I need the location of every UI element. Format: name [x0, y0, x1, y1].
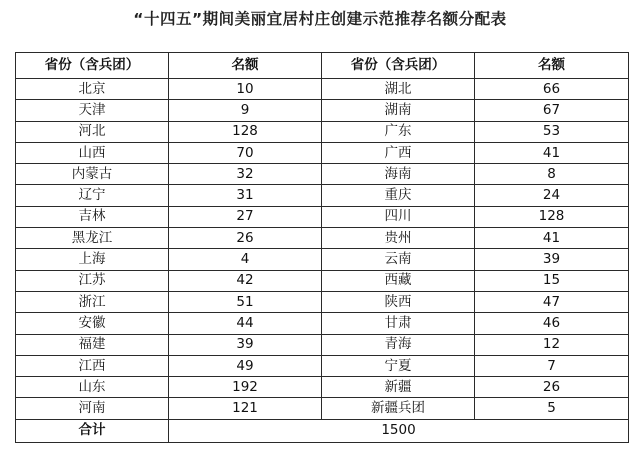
- quota-right-cell: 47: [475, 291, 629, 312]
- province-right-cell: 重庆: [322, 185, 475, 206]
- province-right-cell: 宁夏: [322, 355, 475, 376]
- quota-right-cell: 24: [475, 185, 629, 206]
- table-row: [16, 121, 629, 142]
- quota-right-cell: 15: [475, 270, 629, 291]
- quota-right-cell: 66: [475, 79, 629, 100]
- province-left-cell: 江苏: [16, 270, 169, 291]
- province-left-cell: 山东: [16, 377, 169, 398]
- province-left-cell: 天津: [16, 100, 169, 121]
- province-right-cell: 西藏: [322, 270, 475, 291]
- province-left-cell: 河北: [16, 121, 169, 142]
- table-title: “十四五”期间美丽宜居村庄创建示范推荐名额分配表: [133, 10, 507, 28]
- province-left-cell: 内蒙古: [16, 164, 169, 185]
- quota-left-cell: 39: [169, 334, 322, 355]
- quota-right-cell: 12: [475, 334, 629, 355]
- quota-right-cell: 53: [475, 121, 629, 142]
- quota-left-cell: 26: [169, 228, 322, 249]
- header-quota-right: 名额: [475, 53, 629, 79]
- quota-left-cell: 4: [169, 249, 322, 270]
- table-row: [16, 185, 629, 206]
- table-row: [16, 228, 629, 249]
- quota-left-cell: 128: [169, 121, 322, 142]
- table-row: [16, 313, 629, 334]
- quota-right-cell: 128: [475, 206, 629, 227]
- table-row: [16, 164, 629, 185]
- quota-right-cell: 67: [475, 100, 629, 121]
- table-header-row: [16, 53, 629, 79]
- province-left-cell: 河南: [16, 398, 169, 419]
- province-right-cell: 四川: [322, 206, 475, 227]
- province-right-cell: 贵州: [322, 228, 475, 249]
- quota-right-cell: 7: [475, 355, 629, 376]
- table-row: [16, 377, 629, 398]
- quota-left-cell: 10: [169, 79, 322, 100]
- quota-left-cell: 27: [169, 206, 322, 227]
- quota-left-cell: 42: [169, 270, 322, 291]
- header-province-left: 省份（含兵团）: [16, 53, 169, 79]
- quota-right-cell: 26: [475, 377, 629, 398]
- province-right-cell: 湖北: [322, 79, 475, 100]
- province-right-cell: 青海: [322, 334, 475, 355]
- province-left-cell: 山西: [16, 142, 169, 163]
- quota-left-cell: 51: [169, 291, 322, 312]
- table-row: [16, 142, 629, 163]
- province-left-cell: 北京: [16, 79, 169, 100]
- quota-left-cell: 49: [169, 355, 322, 376]
- quota-allocation-table: [15, 52, 629, 443]
- table-row: [16, 398, 629, 419]
- province-left-cell: 吉林: [16, 206, 169, 227]
- province-right-cell: 湖南: [322, 100, 475, 121]
- province-right-cell: 云南: [322, 249, 475, 270]
- quota-left-cell: 32: [169, 164, 322, 185]
- province-right-cell: 新疆: [322, 377, 475, 398]
- quota-right-cell: 46: [475, 313, 629, 334]
- table-row: [16, 206, 629, 227]
- province-right-cell: 广东: [322, 121, 475, 142]
- province-left-cell: 辽宁: [16, 185, 169, 206]
- table-row: [16, 291, 629, 312]
- table-row: [16, 249, 629, 270]
- province-left-cell: 江西: [16, 355, 169, 376]
- quota-right-cell: 39: [475, 249, 629, 270]
- province-right-cell: 新疆兵团: [322, 398, 475, 419]
- quota-right-cell: 8: [475, 164, 629, 185]
- table-body: [16, 79, 629, 443]
- quota-left-cell: 44: [169, 313, 322, 334]
- quota-right-cell: 41: [475, 142, 629, 163]
- quota-right-cell: 41: [475, 228, 629, 249]
- quota-left-cell: 121: [169, 398, 322, 419]
- province-left-cell: 安徽: [16, 313, 169, 334]
- province-right-cell: 海南: [322, 164, 475, 185]
- province-left-cell: 浙江: [16, 291, 169, 312]
- header-quota-left: 名额: [169, 53, 322, 79]
- province-left-cell: 上海: [16, 249, 169, 270]
- table-row: [16, 100, 629, 121]
- quota-left-cell: 9: [169, 100, 322, 121]
- total-value: 1500: [169, 419, 629, 442]
- province-right-cell: 陕西: [322, 291, 475, 312]
- province-right-cell: 甘肃: [322, 313, 475, 334]
- total-label: 合计: [16, 419, 169, 442]
- province-left-cell: 福建: [16, 334, 169, 355]
- quota-left-cell: 31: [169, 185, 322, 206]
- quota-left-cell: 70: [169, 142, 322, 163]
- table-row: [16, 79, 629, 100]
- quota-left-cell: 192: [169, 377, 322, 398]
- table-row: [16, 334, 629, 355]
- total-row: [16, 419, 629, 442]
- table-row: [16, 270, 629, 291]
- province-left-cell: 黑龙江: [16, 228, 169, 249]
- quota-right-cell: 5: [475, 398, 629, 419]
- header-province-right: 省份（含兵团）: [322, 53, 475, 79]
- table-row: [16, 355, 629, 376]
- province-right-cell: 广西: [322, 142, 475, 163]
